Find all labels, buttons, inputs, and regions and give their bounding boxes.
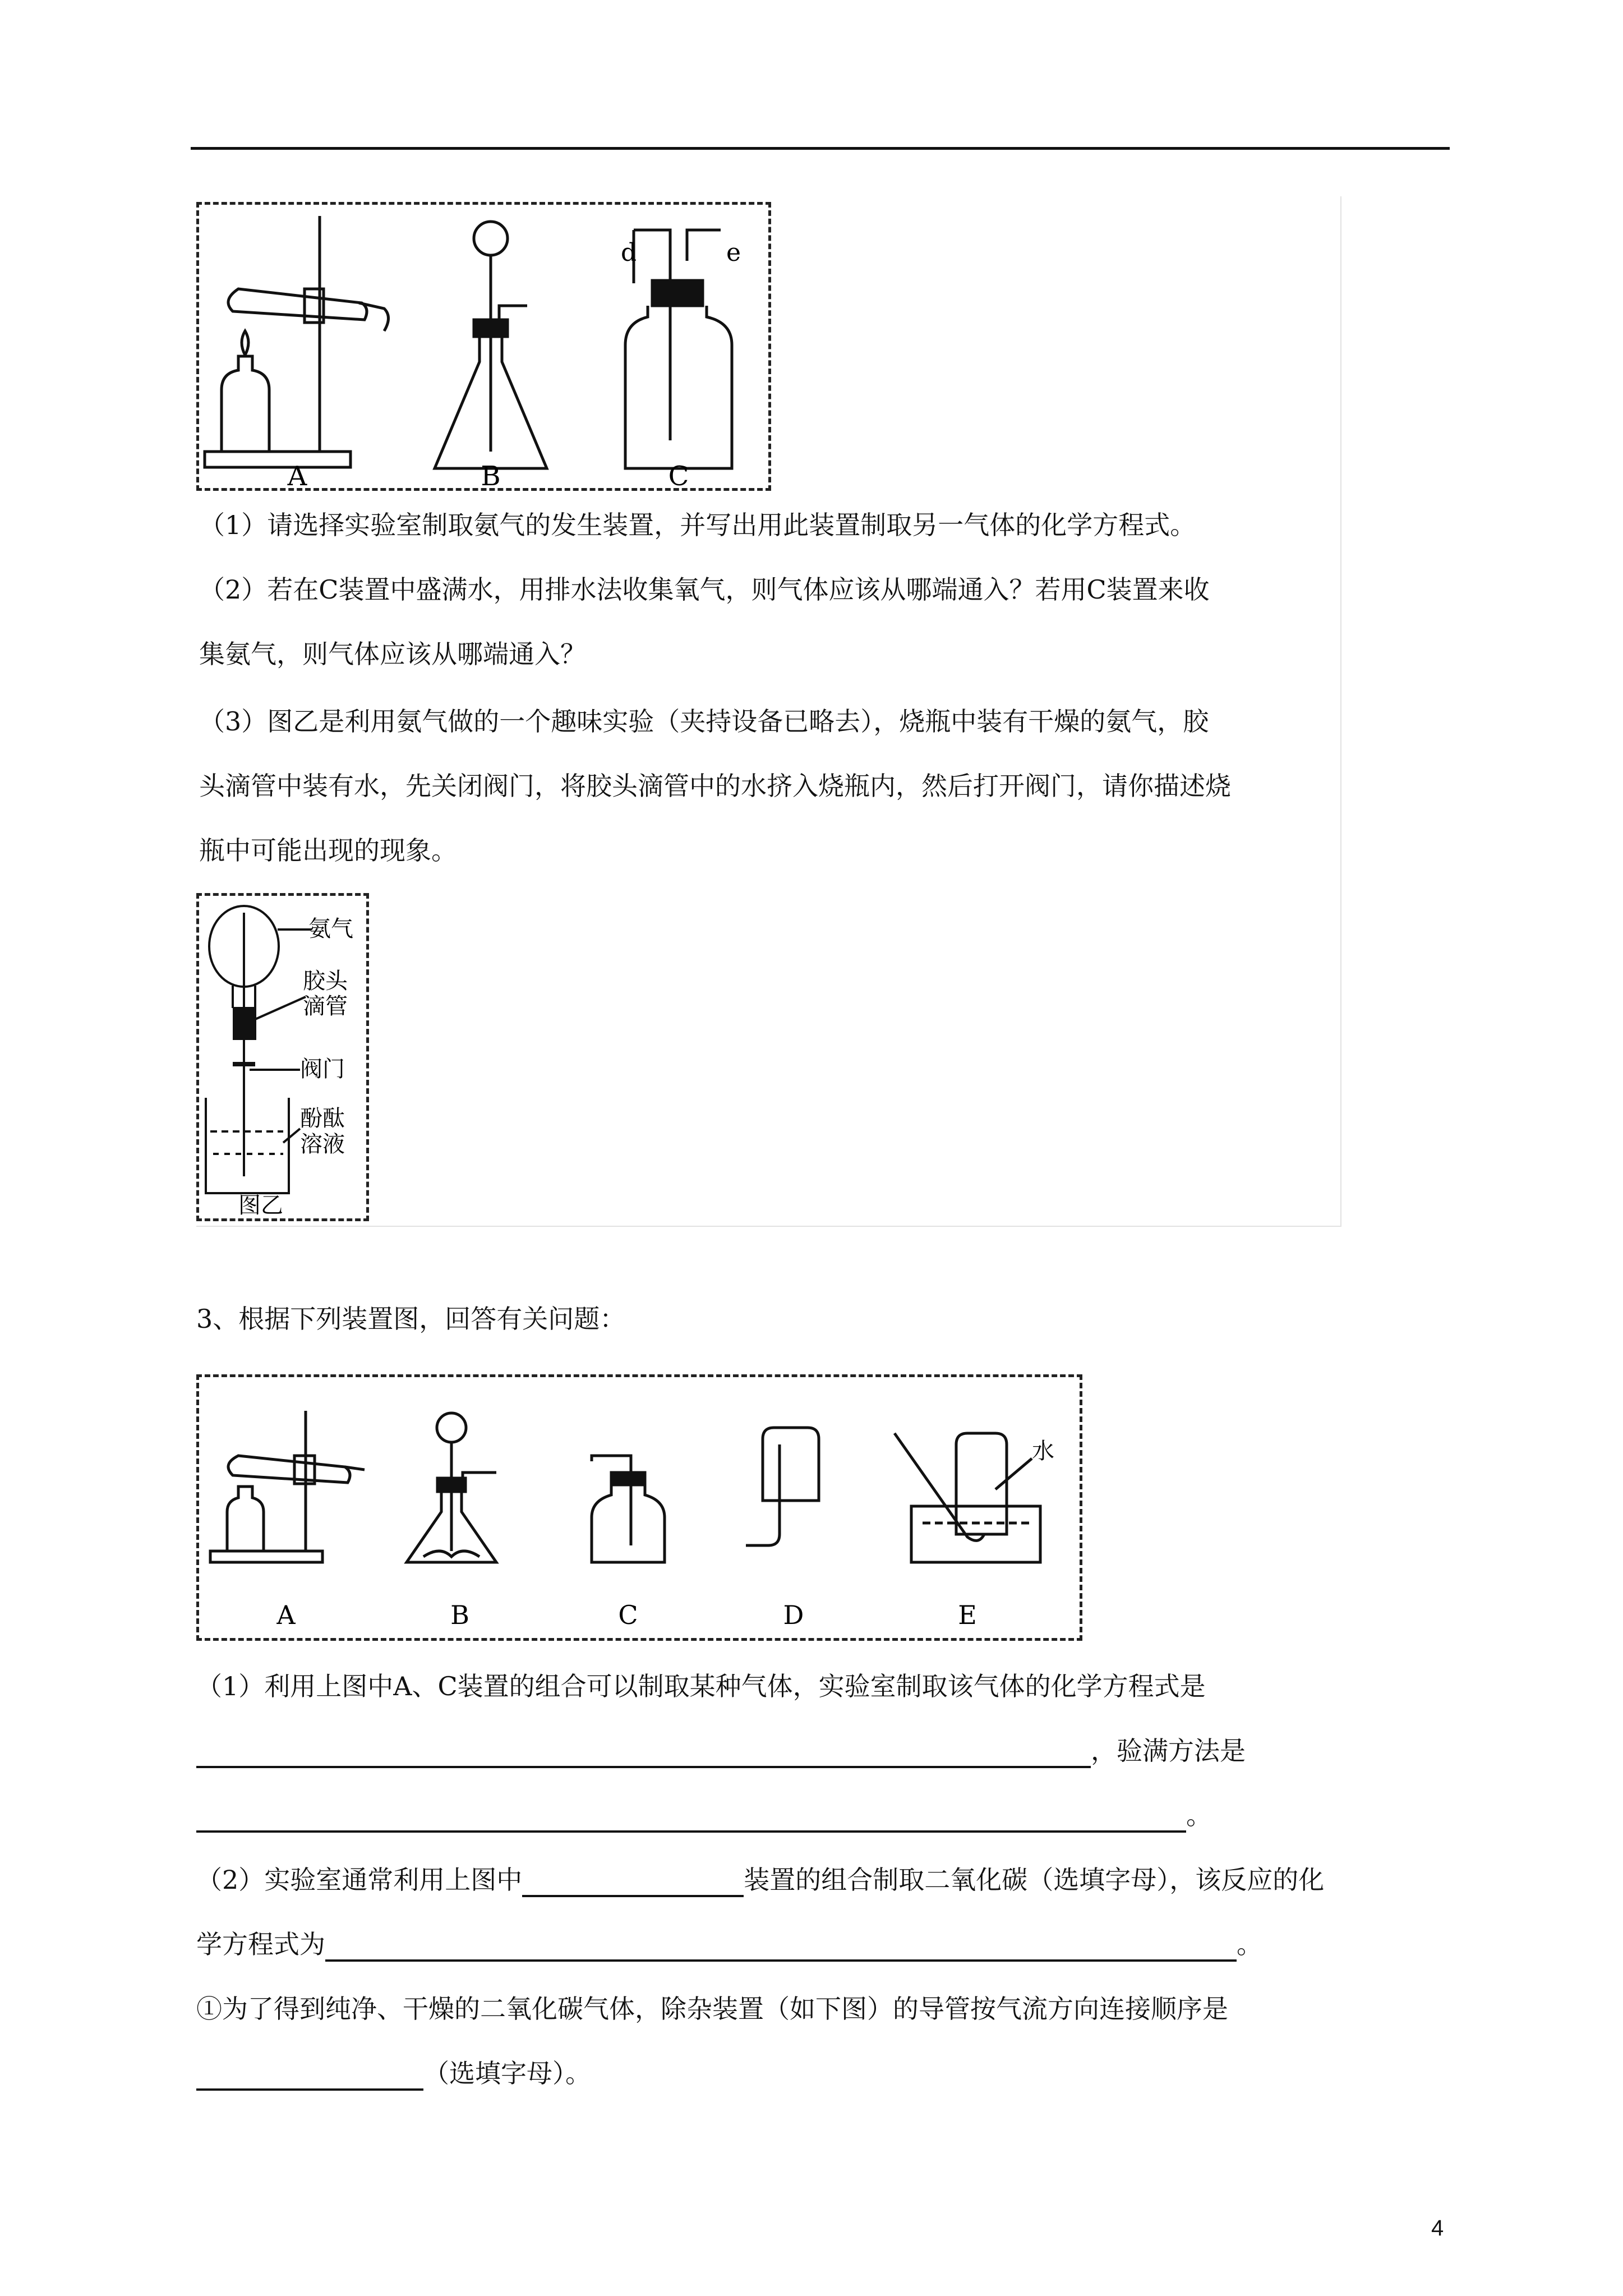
fountain-drawing bbox=[199, 896, 366, 1218]
q2-part1: （1）请选择实验室制取氨气的发生装置，并写出用此装置制取另一气体的化学方程式。 bbox=[199, 510, 1196, 540]
delivery-tube bbox=[359, 303, 389, 331]
q3-part3-suffix: （选填字母）。 bbox=[423, 2058, 591, 2088]
answer-blank-co2-equation[interactable] bbox=[325, 1931, 1237, 1962]
q3-part1-line2 bbox=[196, 1733, 1246, 1768]
q3-part2-suffix: 装置的组合制取二氧化碳（选填字母），该反应的化 bbox=[744, 1865, 1325, 1895]
long-tube bbox=[634, 230, 670, 440]
label-b: B bbox=[481, 461, 501, 488]
label-b: B bbox=[450, 1600, 469, 1630]
q3-part1-line1: （1）利用上图中A、C装置的组合可以制取某种气体，实验室制取该气体的化学方程式是 bbox=[196, 1671, 1206, 1701]
label-dropper-1: 胶头 bbox=[303, 968, 348, 994]
q3-part2-line1 bbox=[196, 1862, 1324, 1897]
header-rule bbox=[191, 147, 1450, 150]
port-e-label: e bbox=[726, 238, 741, 267]
q2-part3-line2: 头滴管中装有水，先关闭阀门，将胶头滴管中的水挤入烧瓶内，然后打开阀门，请你描述烧 bbox=[199, 771, 1231, 801]
page-number: 4 bbox=[1431, 2216, 1444, 2240]
short-tube bbox=[687, 230, 721, 261]
answer-blank-equation[interactable] bbox=[196, 1738, 1091, 1768]
label-c: C bbox=[618, 1600, 638, 1630]
apparatus-abc-drawing bbox=[199, 205, 768, 488]
q2-part2-line2: 集氨气，则气体应该从哪端通入？ bbox=[199, 639, 586, 669]
q2-part3-line3: 瓶中可能出现的现象。 bbox=[199, 835, 457, 866]
alcohol-lamp bbox=[222, 356, 269, 452]
label-d: D bbox=[783, 1600, 804, 1630]
gas-bottle bbox=[625, 306, 732, 468]
label-dropper-2: 滴管 bbox=[303, 993, 348, 1019]
test-tube bbox=[228, 289, 367, 320]
answer-blank-apparatus[interactable] bbox=[522, 1867, 744, 1897]
port-d-label: d bbox=[621, 238, 637, 267]
q3-part2-end: 。 bbox=[1237, 1929, 1262, 1959]
q3-part3-line1: ①为了得到纯净、干燥的二氧化碳气体，除杂装置（如下图）的导管按气流方向连接顺序是 bbox=[196, 1994, 1228, 2024]
q3-title: 3、根据下列装置图，回答有关问题： bbox=[196, 1304, 626, 1334]
stand-base bbox=[205, 452, 351, 467]
figure-apparatus-a-to-e bbox=[196, 1374, 1082, 1641]
caption-figure-b: 图乙 bbox=[238, 1193, 283, 1218]
q3-part2-line2 bbox=[196, 1927, 1262, 1962]
label-a: A bbox=[276, 1600, 296, 1630]
q3-part2-prefix: （2）实验室通常利用上图中 bbox=[196, 1865, 523, 1895]
label-a: A bbox=[287, 461, 307, 488]
answer-blank-connection-order[interactable] bbox=[196, 2060, 423, 2091]
label-valve: 阀门 bbox=[300, 1056, 345, 1082]
q3-part1-line3 bbox=[196, 1798, 1212, 1833]
q2-part3-line1: （3）图乙是利用氨气做的一个趣味实验（夹持设备已略去），烧瓶中装有干燥的氨气，胶 bbox=[199, 706, 1209, 737]
answer-blank-check-method[interactable] bbox=[196, 1802, 1186, 1833]
water-label: 水 bbox=[1032, 1438, 1054, 1464]
label-ammonia: 氨气 bbox=[308, 916, 353, 942]
label-phenol-2: 溶液 bbox=[300, 1131, 345, 1157]
funnel-bulb bbox=[474, 222, 508, 255]
q2-part2-line1: （2）若在C装置中盛满水，用排水法收集氧气，则气体应该从哪端通入？若用C装置来收 bbox=[199, 574, 1210, 605]
figure-apparatus-abc bbox=[196, 202, 771, 491]
flame bbox=[242, 331, 248, 355]
q3-part2-equation-prefix: 学方程式为 bbox=[196, 1929, 325, 1959]
bottle-stopper bbox=[652, 280, 703, 306]
q3-part3-line2 bbox=[196, 2056, 591, 2091]
q3-part1-check-method: ，验满方法是 bbox=[1091, 1736, 1246, 1766]
label-c: C bbox=[668, 461, 689, 488]
beaker bbox=[206, 1098, 289, 1193]
label-phenol-1: 酚酞 bbox=[300, 1106, 345, 1131]
apparatus-a-to-e-drawing bbox=[199, 1377, 1080, 1638]
q3-part1-end: 。 bbox=[1186, 1800, 1212, 1830]
label-e: E bbox=[958, 1600, 977, 1630]
figure-ammonia-fountain bbox=[196, 893, 369, 1221]
flask-stopper bbox=[474, 320, 508, 337]
